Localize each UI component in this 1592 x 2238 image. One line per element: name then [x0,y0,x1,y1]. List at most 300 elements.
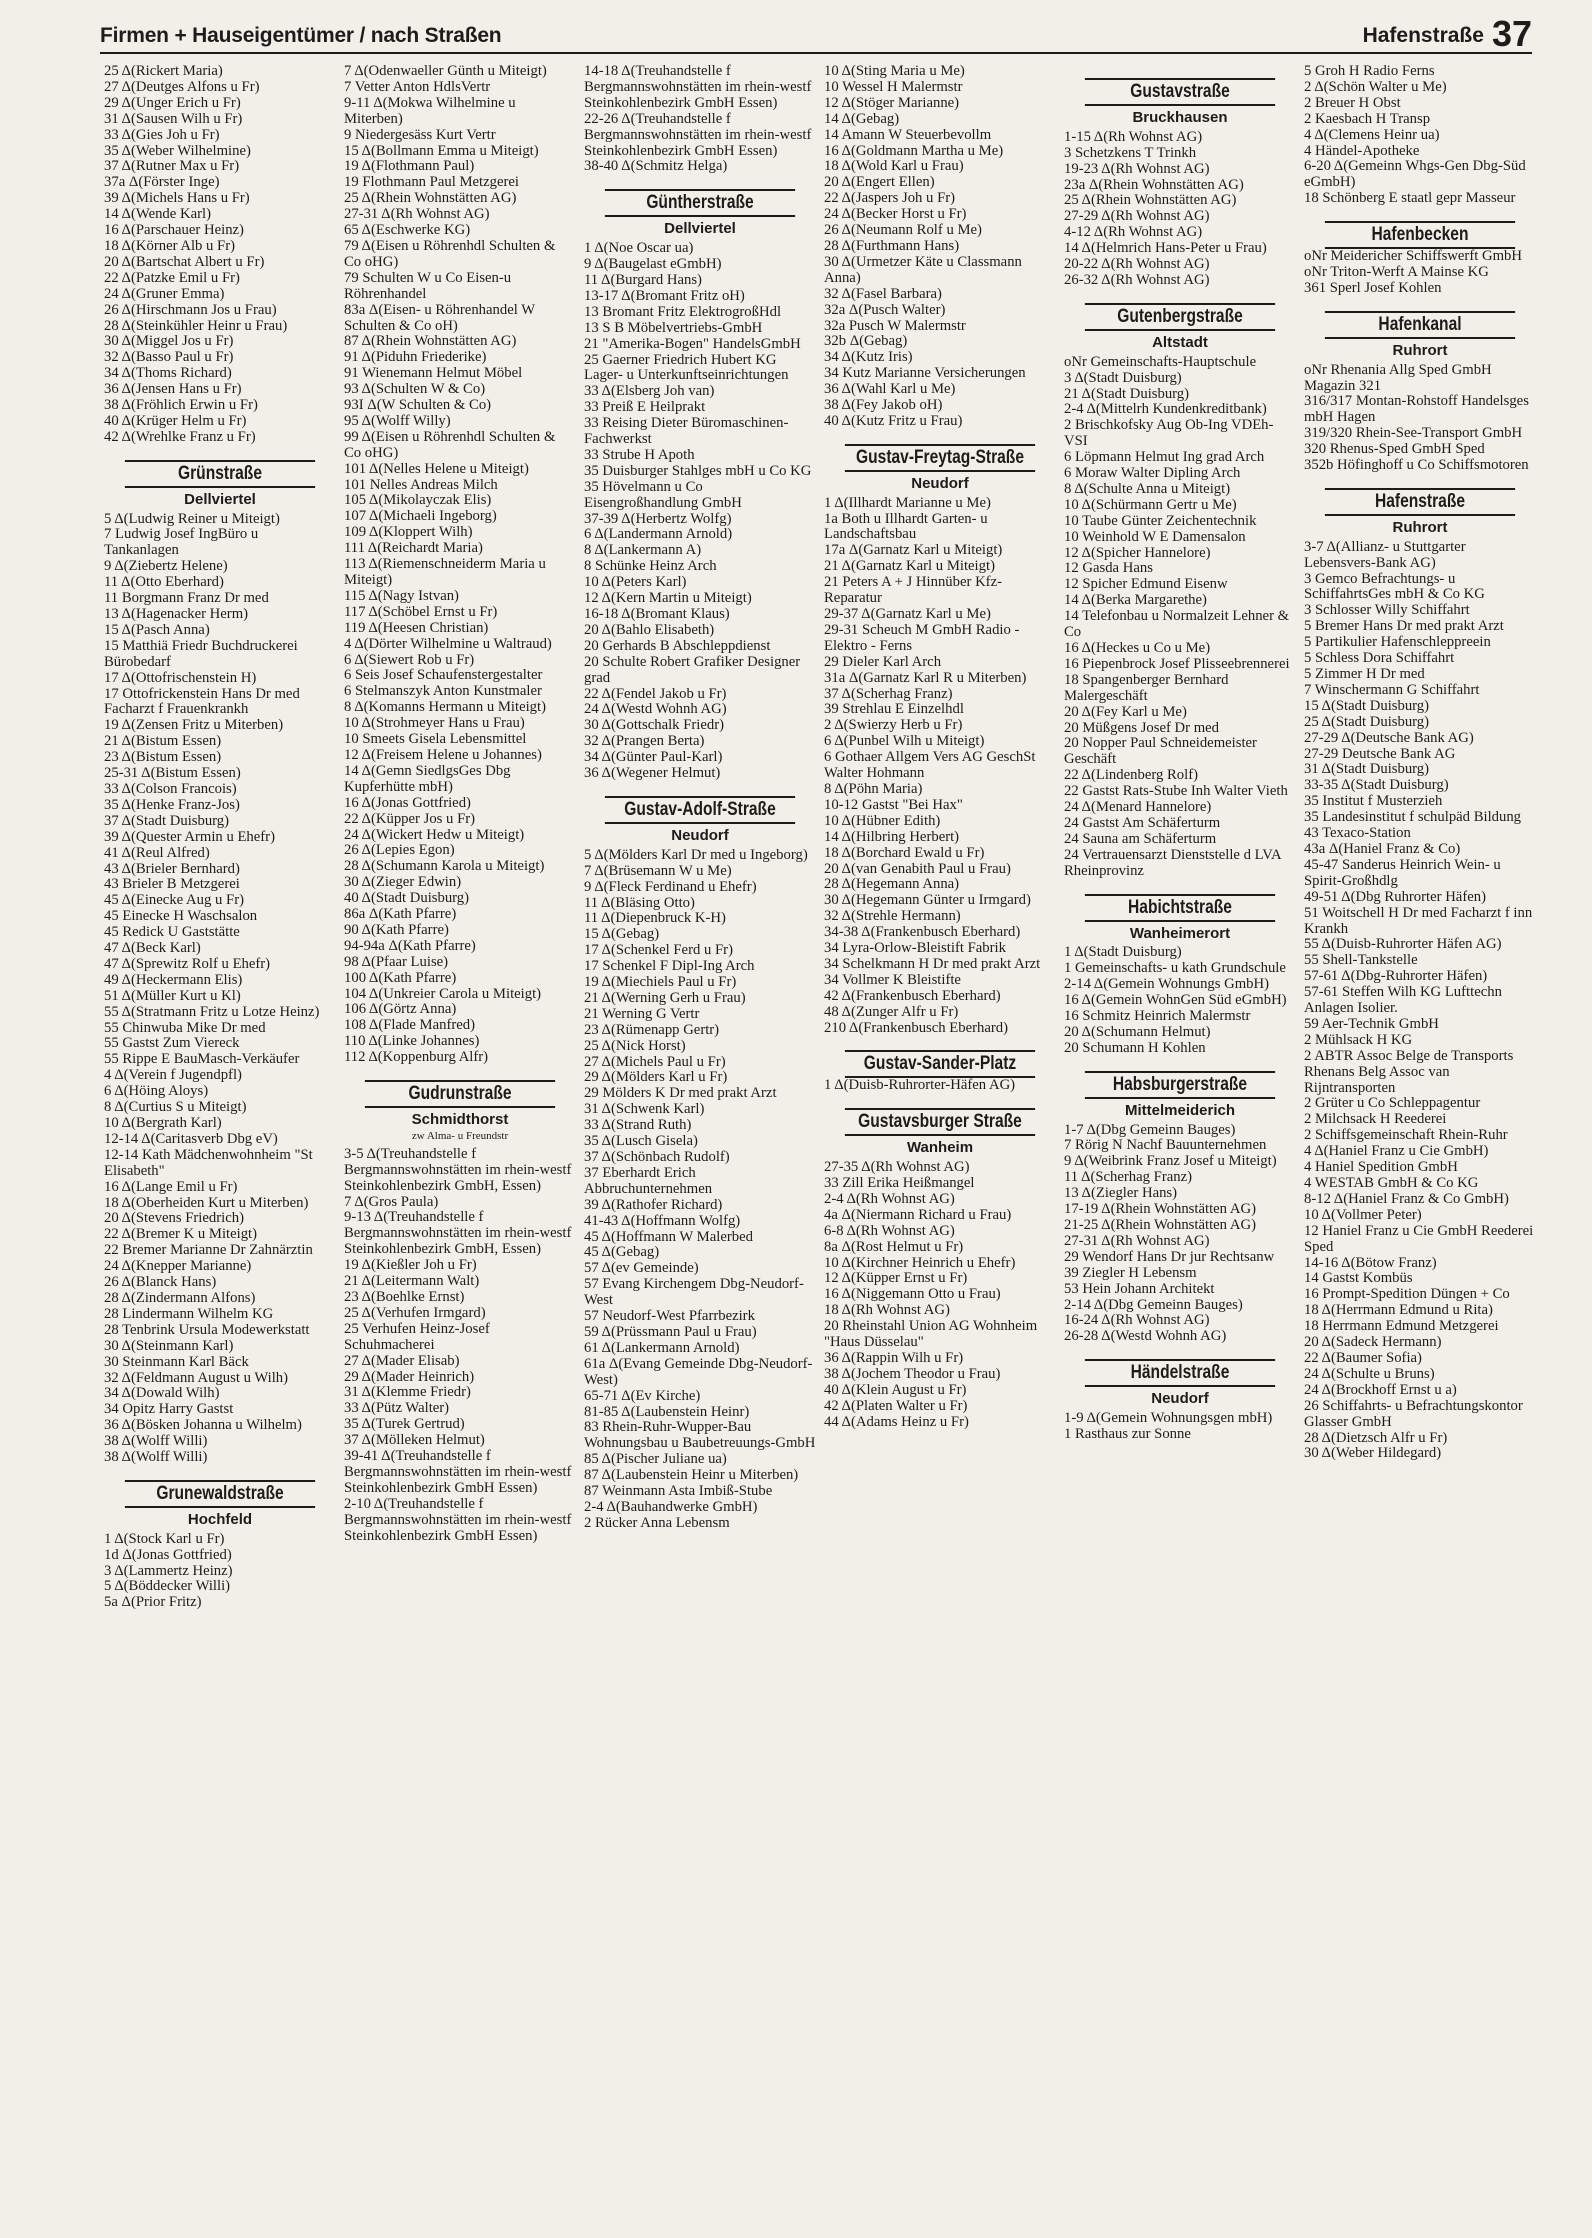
directory-entry: 115 Δ(Nagy Istvan) [344,587,459,604]
district-name: Neudorf [1151,1390,1209,1408]
directory-entry: 65-71 Δ(Ev Kirche) [584,1387,701,1404]
directory-entry: 36 Δ(Bösken Johanna u Wilhelm) [104,1417,302,1434]
directory-entry: 15 Δ(Pasch Anna) [104,621,210,638]
directory-entry: 24 Vertrauensarzt Dienststelle d LVA Rheinprovinz [1064,846,1281,879]
directory-entry: 42 Δ(Wrehlke Franz u Fr) [104,428,256,445]
directory-entry: 19 Flothmann Paul Metzgerei [344,174,519,191]
street-section [584,796,816,1532]
directory-entry: 98 Δ(Pfaar Luise) [344,953,449,970]
directory-entry: 17 Δ(Schenkel Ferd u Fr) [584,942,733,959]
directory-entry: 19-23 Δ(Rh Wohnst AG) [1064,160,1210,177]
street-title: Hafenbecken [1325,221,1515,249]
directory-entry: 20 Δ(Bahlo Elisabeth) [584,621,715,638]
directory-entry: 25 Δ(Nick Horst) [584,1037,686,1054]
street-title: Gutenbergstraße [1085,303,1275,331]
directory-entry: 6-8 Δ(Rh Wohnst AG) [824,1222,955,1239]
directory-entry: 11 Δ(Scherhag Franz) [1064,1169,1192,1186]
directory-entry: 26 Δ(Neumann Rolf u Me) [824,222,982,239]
directory-entry: 9 Δ(Baugelast eGmbH) [584,256,722,273]
directory-entry: 34 Δ(Günter Paul-Karl) [584,749,723,766]
directory-entry: 41-43 Δ(Hoffmann Wolfg) [584,1212,741,1229]
directory-entry: 12 Haniel Franz u Cie GmbH Reederei Sped [1304,1222,1534,1255]
directory-entry: 10 Taube Günter Zeichentechnik [1064,512,1257,529]
directory-entry: 10 Δ(Bergrath Karl) [104,1115,222,1131]
directory-entry: 16 Schmitz Heinrich Malermstr [1064,1008,1251,1025]
directory-entry: 38 Δ(Jochem Theodor u Frau) [824,1365,1001,1382]
directory-entry: 31 Δ(Sausen Wilh u Fr) [104,110,243,127]
directory-entry: 14 Gastst Kombüs [1304,1270,1413,1287]
district-name: Wanheim [906,1139,974,1157]
directory-entry: 34 Kutz Marianne Versicherungen [824,365,1026,382]
directory-entry: 11 Δ(Otto Eberhard) [104,574,224,591]
directory-entry: 16 Δ(Niggemann Otto u Frau) [824,1286,1001,1303]
directory-entry: 39 Strehlau E Einzelhdl [824,701,964,718]
directory-entry: 85 Δ(Pischer Juliane ua) [584,1451,727,1468]
directory-entry: 1 Rasthaus zur Sonne [1064,1425,1191,1442]
column-4 [824,64,1056,2224]
directory-entry: 18 Δ(Wold Karl u Frau) [824,158,964,175]
directory-entry: 16 Δ(Parschauer Heinz) [104,222,244,239]
directory-entry: 36 Δ(Wahl Karl u Me) [824,381,956,398]
directory-entry: 30 Δ(Hegemann Günter u Irmgard) [824,892,1031,909]
directory-entry: 10 Δ(Sting Maria u Me) [824,64,965,79]
directory-entry: 15 Δ(Bollmann Emma u Miteigt) [344,142,539,159]
directory-entry: 25 Gaerner Friedrich Hubert KG Lager- u Unterkunftseinrichtungen [584,351,789,384]
directory-entry: 18 Spangenberger Bernhard Malergeschäft [1064,671,1229,704]
directory-entry: 7 Ludwig Josef IngBüro u Tankanlagen [104,526,259,559]
directory-entry: 10-12 Gastst "Bei Hax" [824,796,963,813]
directory-entry: 4 Δ(Verein f Jugendpfl) [104,1067,242,1084]
directory-entry: 38 Δ(Wolff Willi) [104,1433,208,1450]
directory-entry: 6-20 Δ(Gemeinn Whgs-Gen Dbg-Süd eGmbH) [1304,158,1526,191]
directory-entry: 2 Δ(Schön Walter u Me) [1304,78,1447,95]
directory-entry: 38 Δ(Fey Jakob oH) [824,397,943,414]
directory-entry: 40 Δ(Krüger Helm u Fr) [104,412,247,429]
directory-entry: 39 Δ(Quester Armin u Ehefr) [104,828,275,845]
directory-entry: 33-35 Δ(Stadt Duisburg) [1304,777,1449,794]
directory-entry: 55 Δ(Duisb-Ruhrorter Häfen AG) [1304,936,1502,953]
street-section [584,64,816,175]
directory-entry: 34 Schelkmann H Dr med prakt Arzt [824,955,1041,972]
directory-entry: 59 Aer-Technik GmbH [1304,1015,1439,1032]
directory-entry: 106 Δ(Görtz Anna) [344,1001,457,1018]
directory-entry: 5 Zimmer H Dr med [1304,666,1425,682]
directory-entry: 2 Grüter u Co Schleppagentur [1304,1095,1481,1112]
directory-entry: 33 Δ(Pütz Walter) [344,1400,450,1417]
directory-entry: 7 Vetter Anton HdlsVertr [344,78,491,95]
directory-entry: 10 Smeets Gisela Lebensmittel [344,731,527,748]
street-section [1064,1071,1296,1346]
directory-entry: oNr Meidericher Schiffswerft GmbH [1304,248,1522,265]
directory-entry: 2 ABTR Assoc Belge de Transports Rhenans Belg Assoc van Rijntransporten [1304,1047,1514,1096]
directory-entry: 33 Strube H Apoth [584,446,695,463]
directory-entry: 16 Δ(Heckes u Co u Me) [1064,640,1211,656]
directory-entry: 32 Δ(Strehle Hermann) [824,908,961,925]
directory-entry: 35 Hövelmann u Co Eisengroßhandlung GmbH [584,478,742,511]
directory-entry: 45 Einecke H Waschsalon [104,908,258,925]
directory-entry: 57-61 Δ(Dbg-Ruhrorter Häfen) [1304,968,1488,985]
directory-entry: 13 S B Möbelvertriebs-GmbH [584,319,763,336]
directory-entry: 1 Δ(Stadt Duisburg) [1064,944,1182,961]
column-1 [104,64,336,2224]
directory-entry: 22 Δ(Fendel Jakob u Fr) [584,685,727,702]
directory-entry: 26 Δ(Blanck Hans) [104,1274,217,1291]
directory-entry: 91 Wienemann Helmut Möbel [344,365,523,382]
directory-entry: 18 Δ(Herrmann Edmund u Rita) [1304,1302,1493,1319]
directory-entry: 5 Groh H Radio Ferns [1304,64,1435,79]
header-right [1362,13,1532,54]
directory-entry: 9 Δ(Ziebertz Helene) [104,558,228,575]
directory-entry: 22 Bremer Marianne Dr Zahnärztin [104,1242,313,1259]
directory-entry: 20 Δ(Engert Ellen) [824,174,935,191]
street-section [104,460,336,1466]
directory-entry: 48 Δ(Zunger Alfr u Fr) [824,1003,959,1020]
directory-entry: 4 Δ(Haniel Franz u Cie GmbH) [1304,1143,1489,1160]
directory-entry: 17 Ottofrickenstein Hans Dr med Facharzt f Frauenkrankh [104,685,300,718]
directory-entry: 5 Bremer Hans Dr med prakt Arzt [1304,618,1504,635]
street-title: Hafenkanal [1325,311,1515,339]
directory-entry: 24 Δ(Menard Hannelore) [1064,799,1212,816]
directory-entry: 26-28 Δ(Westd Wohnh AG) [1064,1328,1227,1345]
directory-entry: 32 Δ(Prangen Berta) [584,733,705,750]
directory-entry: 1d Δ(Jonas Gottfried) [104,1546,232,1563]
column-2 [344,64,576,2224]
directory-entry: 2 Rücker Anna Lebensm [584,1514,730,1531]
directory-entry: oNr Triton-Werft A Mainse KG [1304,263,1489,280]
directory-entry: 24 Sauna am Schäferturm [1064,830,1217,847]
directory-entry: 32 Δ(Basso Paul u Fr) [104,349,234,366]
directory-entry: 2-14 Δ(Dbg Gemeinn Bauges) [1064,1296,1243,1313]
directory-entry: 25 Δ(Stadt Duisburg) [1304,713,1430,730]
directory-entry: 24 Δ(Becker Horst u Fr) [824,206,967,223]
directory-entry: 30 Δ(Weber Hildegard) [1304,1445,1442,1462]
directory-entry: 57 Δ(ev Gemeinde) [584,1260,699,1277]
directory-entry: 14 Δ(Berka Margarethe) [1064,592,1207,609]
directory-entry: 1 Δ(Stock Karl u Fr) [104,1530,225,1547]
directory-entry: 57-61 Steffen Wilh KG Lufttechn Anlagen Isolier. [1304,984,1502,1017]
directory-entry: 6 Δ(Siewert Rob u Fr) [344,651,475,668]
directory-entry: 4a Δ(Niermann Richard u Frau) [824,1206,1012,1223]
directory-entry: 1 Δ(Noe Oscar ua) [584,240,694,257]
directory-entry: 14 Δ(Helmrich Hans-Peter u Frau) [1064,240,1267,257]
directory-entry: 20-22 Δ(Rh Wohnst AG) [1064,256,1210,273]
directory-entry: 27-31 Δ(Rh Wohnst AG) [344,206,490,223]
directory-entry: 2 Mühlsack H KG [1304,1031,1413,1048]
directory-entry: 24 Δ(Gruner Emma) [104,285,225,302]
district-name: Ruhrort [1392,518,1448,536]
directory-entry: 26 Schiffahrts- u Befrachtungskontor Glasser GmbH [1304,1397,1523,1430]
directory-entry: 38-40 Δ(Schmitz Helga) [584,158,728,175]
directory-entry: 112 Δ(Koppenburg Alfr) [344,1049,489,1066]
street-title: Gustavstraße [1085,78,1275,106]
directory-entry: 30 Δ(Urmetzer Käte u Classmann Anna) [824,253,1022,286]
district-name: Neudorf [671,826,729,844]
directory-entry: 28 Δ(Steinkühler Heinr u Frau) [104,317,288,334]
directory-entry: 18 Schönberg E staatl gepr Masseur [1304,190,1516,207]
directory-entry: 33 Δ(Colson Francois) [104,780,237,797]
directory-entry: 34 Lyra-Orlow-Bleistift Fabrik [824,940,1006,957]
directory-entry: 87 Weinmann Asta Imbiß-Stube [584,1483,773,1500]
directory-entry: 4 Δ(Dörter Wilhelmine u Waltraud) [344,635,552,652]
directory-entry: 79 Schulten W u Co Eisen-u Röhrenhandel [344,269,512,302]
directory-entry: 1 Gemeinschafts- u kath Grundschule [1064,960,1286,977]
directory-entry: 33 Zill Erika Heißmangel [824,1175,975,1191]
directory-entry: 2-14 Δ(Gemein Wohnungs GmbH) [1064,976,1270,993]
directory-entry: 2 Δ(Swierzy Herb u Fr) [824,717,963,734]
directory-entry: 6 Δ(Höing Aloys) [104,1083,209,1100]
directory-entry: 4 WESTAB GmbH & Co KG [1304,1175,1479,1191]
directory-entry: 37 Δ(Rutner Max u Fr) [104,158,240,175]
directory-entry: 51 Δ(Müller Kurt u Kl) [104,987,241,1004]
directory-entry: 5 Δ(Mölders Karl Dr med u Ingeborg) [584,846,808,863]
directory-entry: 12 Δ(Spicher Hannelore) [1064,544,1211,561]
directory-entry: 90 Δ(Kath Pfarre) [344,921,449,938]
directory-entry: 8a Δ(Rost Helmut u Fr) [824,1238,964,1255]
directory-entry: 2 Schiffsgemeinschaft Rhein-Ruhr [1304,1127,1508,1144]
directory-entry: 9-11 Δ(Mokwa Wilhelmine u Miterben) [344,94,516,127]
directory-entry: 110 Δ(Linke Johannes) [344,1033,480,1050]
directory-entry: 55 Chinwuba Mike Dr med [104,1019,266,1036]
directory-entry: 10 Δ(Kirchner Heinrich u Ehefr) [824,1254,1016,1271]
directory-entry: 35 Landesinstitut f schulpäd Bildung [1304,809,1522,826]
directory-entry: 20 Rheinstahl Union AG Wohnheim "Haus Düsselau" [824,1318,1038,1351]
directory-entry: 79 Δ(Eisen u Röhrenhdl Schulten & Co oHG) [344,237,556,270]
directory-entry: 15 Δ(Gebag) [584,926,660,943]
directory-entry: 20 Δ(van Genabith Paul u Frau) [824,860,1011,877]
directory-entry: 36 Δ(Rappin Wilh u Fr) [824,1349,964,1366]
directory-entry: 28 Δ(Dietzsch Alfr u Fr) [1304,1429,1448,1446]
directory-entry: 101 Δ(Nelles Helene u Miteigt) [344,460,529,477]
directory-entry: 5 Δ(Ludwig Reiner u Miteigt) [104,510,280,527]
directory-entry: 100 Δ(Kath Pfarre) [344,969,457,986]
directory-entry: 119 Δ(Heesen Christian) [344,619,489,636]
directory-entry: 51 Woitschell H Dr med Facharzt f inn Krankh [1304,904,1533,937]
directory-entry: 210 Δ(Frankenbusch Eberhard) [824,1019,1009,1036]
directory-entry: 6 Δ(Landermann Arnold) [584,526,733,543]
directory-entry: 6 Gothaer Allgem Vers AG GeschSt Walter Hohmann [824,749,1036,782]
directory-entry: 8-12 Δ(Haniel Franz & Co GmbH) [1304,1190,1509,1207]
directory-entry: 5a Δ(Prior Fritz) [104,1594,202,1611]
directory-entry: 4 Händel-Apotheke [1304,142,1420,159]
directory-entry: 21 "Amerika-Bogen" HandelsGmbH [584,335,801,352]
district-name: Neudorf [911,474,969,492]
directory-entry: 13 Δ(Hagenacker Herm) [104,606,249,622]
street-title: Güntherstraße [605,189,795,217]
directory-entry: 99 Δ(Eisen u Röhrenhdl Schulten & Co oHG) [344,428,556,461]
directory-entry: 19 Δ(Kießler Joh u Fr) [344,1257,477,1274]
directory-entry: 22-26 Δ(Treuhandstelle f Bergmannswohnstätten im rhein-westf Steinkohlenbezirk GmbH Essen) [584,110,812,159]
directory-entry: 55 Shell-Tankstelle [1304,952,1418,969]
directory-entry: 12 Δ(Küpper Ernst u Fr) [824,1270,968,1287]
directory-entry: 38 Δ(Fröhlich Erwin u Fr) [104,397,258,414]
directory-entry: 94-94a Δ(Kath Pfarre) [344,937,476,954]
directory-entry: 30 Steinmann Karl Bäck [104,1353,249,1370]
directory-entry: 1-9 Δ(Gemein Wohnungsgen mbH) [1064,1410,1273,1427]
directory-entry: 27-29 Deutsche Bank AG [1304,745,1456,762]
directory-entry: 29-37 Δ(Garnatz Karl u Me) [824,606,991,622]
directory-entry: 61 Δ(Lankermann Arnold) [584,1339,740,1356]
directory-entry: 6 Stelmanszyk Anton Kunstmaler [344,683,542,700]
directory-entry: 39 Δ(Michels Hans u Fr) [104,190,250,207]
directory-entry: 45 Redick U Gaststätte [104,924,240,941]
directory-entry: 20 Δ(Stevens Friedrich) [104,1210,244,1227]
district-name: Altstadt [1152,333,1208,351]
directory-entry: 26 Δ(Lepies Egon) [344,842,455,859]
directory-entry: 37a Δ(Förster Inge) [104,174,220,191]
directory-entry: 20 Δ(Fey Karl u Me) [1064,703,1187,720]
directory-entry: 25 Δ(Rhein Wohnstätten AG) [1064,192,1237,209]
street-section [104,1480,336,1611]
directory-entry: 45 Δ(Einecke Aug u Fr) [104,892,244,909]
directory-entry: 93I Δ(W Schulten & Co) [344,397,492,414]
directory-entry: 32 Δ(Fasel Barbara) [824,285,942,302]
street-section [824,64,1056,430]
directory-entry: 40 Δ(Klein August u Fr) [824,1381,967,1398]
directory-entry: oNr Gemeinschafts-Hauptschule [1064,353,1257,370]
directory-entry: 8 Schünke Heinz Arch [584,558,717,575]
directory-entry: 43 Δ(Brieler Bernhard) [104,860,240,877]
directory-entry: 21 Δ(Leitermann Walt) [344,1273,480,1290]
directory-entry: 16 Piepenbrock Josef Plisseebrennerei [1064,655,1290,672]
directory-entry: 8 Δ(Komanns Hermann u Miteigt) [344,699,546,716]
directory-entry: 10 Weinhold W E Damensalon [1064,528,1246,545]
directory-entry: 93 Δ(Schulten W & Co) [344,381,486,398]
directory-entry: 47 Δ(Sprewitz Rolf u Ehefr) [104,955,271,972]
directory-entry: 91 Δ(Piduhn Friederike) [344,349,487,366]
directory-entry: 27 Δ(Deutges Alfons u Fr) [104,78,260,95]
directory-entry: 41 Δ(Reul Alfred) [104,844,210,861]
directory-entry: 12-14 Kath Mädchenwohnheim "St Elisabeth" [104,1146,313,1179]
street-section [1304,488,1536,1462]
directory-entry: 10 Δ(Schürmann Gertr u Me) [1064,496,1237,513]
directory-entry: 20 Schulte Robert Grafiker Designer grad [584,653,801,686]
directory-entry: 34 Δ(Dowald Wilh) [104,1385,220,1402]
directory-entry: 27-29 Δ(Rh Wohnst AG) [1064,208,1210,225]
directory-entry: 28 Δ(Zindermann Alfons) [104,1289,256,1306]
header-street: Hafenstraße [1362,24,1484,47]
directory-entry: 1-15 Δ(Rh Wohnst AG) [1064,128,1203,145]
directory-entry: 61a Δ(Evang Gemeinde Dbg-Neudorf-West) [584,1355,813,1388]
directory-entry: 320 Rhenus-Sped GmbH Sped [1304,441,1485,458]
column-5 [1064,64,1296,2224]
directory-entry: 2 Breuer H Obst [1304,94,1401,111]
directory-entry: 16 Prompt-Spedition Düngen + Co [1304,1286,1510,1303]
directory-entry: 14 Δ(Hilbring Herbert) [824,828,960,845]
street-section [584,189,816,782]
street-title: Gudrunstraße [365,1080,555,1108]
section-note: zw Alma- u Freundstr [411,1129,509,1142]
directory-entry: 2-4 Δ(Rh Wohnst AG) [824,1190,955,1207]
directory-entry: 24 Δ(Wickert Hedw u Miteigt) [344,826,525,843]
directory-entry: 21 Δ(Garnatz Karl u Miteigt) [824,558,995,575]
street-section [1304,311,1536,474]
directory-entry: 15 Δ(Stadt Duisburg) [1304,697,1430,714]
directory-entry: 20 Gerhards B Abschleppdienst [584,637,771,654]
directory-entry: 20 Nopper Paul Schneidemeister Geschäft [1064,735,1257,768]
directory-entry: 4-12 Δ(Rh Wohnst AG) [1064,224,1203,241]
street-section [824,1050,1056,1094]
district-name: Dellviertel [664,220,736,238]
street-title: Grunewaldstraße [125,1480,315,1508]
directory-entry: 14 Amann W Steuerbevollm [824,126,992,143]
directory-entry: 30 Δ(Steinmann Karl) [104,1337,234,1354]
directory-entry: 3 Δ(Lammertz Heinz) [104,1562,233,1579]
directory-entry: 20 Δ(Bartschat Albert u Fr) [104,253,265,270]
directory-entry: 16 Δ(Gemein WohnGen Süd eGmbH) [1064,992,1287,1009]
directory-entry: 2 Kaesbach H Transp [1304,110,1431,127]
directory-entry: 3 Δ(Stadt Duisburg) [1064,369,1182,386]
district-name: Hochfeld [187,1510,253,1528]
directory-entry: 1a Both u Illhardt Garten- u Landschaftsbau [824,510,988,543]
directory-entry: 43 Texaco-Station [1304,825,1411,842]
directory-entry: 35 Duisburger Stahlges mbH u Co KG [584,462,812,479]
directory-entry: 53 Hein Johann Architekt [1064,1280,1215,1297]
directory-entry: 36 Δ(Wegener Helmut) [584,765,721,782]
directory-entry: 45-47 Sanderus Heinrich Wein- u Spirit-Großhdlg [1304,856,1501,889]
street-title: Habsburgerstraße [1085,1071,1275,1099]
directory-entry: 35 Δ(Henke Franz-Jos) [104,796,240,813]
directory-entry: 35 Institut f Musterzieh [1304,793,1443,810]
street-title: Gustav-Freytag-Straße [845,444,1035,472]
directory-entry: 10 Δ(Strohmeyer Hans u Frau) [344,715,525,732]
directory-entry: 3 Schlosser Willy Schiffahrt [1304,602,1470,619]
street-title: Gustav-Sander-Platz [845,1050,1035,1078]
directory-entry: 39 Δ(Rathofer Richard) [584,1196,723,1213]
district-name: Bruckhausen [1132,108,1228,126]
directory-entry: 57 Evang Kirchengem Dbg-Neudorf-West [584,1276,804,1309]
directory-entry: 32 Δ(Feldmann August u Wilh) [104,1369,289,1386]
directory-entry: 11 Δ(Burgard Hans) [584,271,702,288]
directory-entry: 3-7 Δ(Allianz- u Stuttgarter Lebensvers-Bank AG) [1304,538,1466,571]
street-section [1304,221,1536,297]
directory-entry: 37 Δ(Schönbach Rudolf) [584,1149,730,1165]
directory-entry: 107 Δ(Michaeli Ingeborg) [344,508,497,525]
directory-entry: 5 Partikulier Hafenschleppreein [1304,634,1491,651]
directory-entry: 12 Δ(Stöger Marianne) [824,94,960,111]
directory-entry: 34 Δ(Kutz Iris) [824,349,913,366]
directory-entry: 10 Δ(Hübner Edith) [824,812,941,829]
directory-entry: 27-35 Δ(Rh Wohnst AG) [824,1159,970,1176]
directory-entry: 22 Δ(Küpper Jos u Fr) [344,810,476,827]
directory-entry: 7 Δ(Brüsemann W u Me) [584,862,732,879]
directory-entry: 32a Pusch W Malermstr [824,317,966,334]
directory-entry: 19 Δ(Miechiels Paul u Fr) [584,974,737,991]
directory-entry: 29 Wendorf Hans Dr jur Rechtsanw [1064,1248,1275,1265]
directory-entry: 37-39 Δ(Herbertz Wolfg) [584,510,732,527]
directory-entry: 39-41 Δ(Treuhandstelle f Bergmannswohnstätten im rhein-westf Steinkohlenbezirk GmbH Essen) [344,1448,572,1496]
directory-entry: 7 Δ(Odenwaeller Günth u Miteigt) [344,64,547,79]
page-number: 37 [1491,13,1532,54]
directory-entry: 30 Δ(Gottschalk Friedr) [584,717,724,734]
directory-entry: 25 Δ(Rhein Wohnstätten AG) [344,190,517,207]
directory-entry: 8 Δ(Schulte Anna u Miteigt) [1064,480,1231,497]
directory-entry: 2 Brischkofsky Aug Ob-Ing VDEh-VSI [1064,417,1274,450]
directory-entry: 34-38 Δ(Frankenbusch Eberhard) [824,924,1021,941]
directory-entry: 21 Δ(Stadt Duisburg) [1064,385,1190,402]
directory-entry: 10 Δ(Peters Karl) [584,574,687,591]
directory-entry: 33 Δ(Elsberg Joh van) [584,383,715,400]
directory-entry: 57 Neudorf-West Pfarrbezirk [584,1308,755,1325]
directory-entry: 24 Δ(Brockhoff Ernst u a) [1304,1381,1457,1398]
street-section [1064,894,1296,1057]
directory-entry: 9 Niedergesäss Kurt Vertr [344,126,496,143]
directory-entry: 22 Gastst Rats-Stube Inh Walter Vieth [1064,783,1288,800]
directory-entry: 39 Ziegler H Lebensm [1064,1264,1197,1281]
directory-entry: 6 Δ(Punbel Wilh u Miteigt) [824,733,985,750]
directory-entry: 14 Telefonbau u Normalzeit Lehner & Co [1064,608,1290,641]
directory-entry: 7 Rörig N Nachf Bauunternehmen [1064,1137,1267,1154]
directory-entry: 18 Herrmann Edmund Metzgerei [1304,1318,1499,1335]
